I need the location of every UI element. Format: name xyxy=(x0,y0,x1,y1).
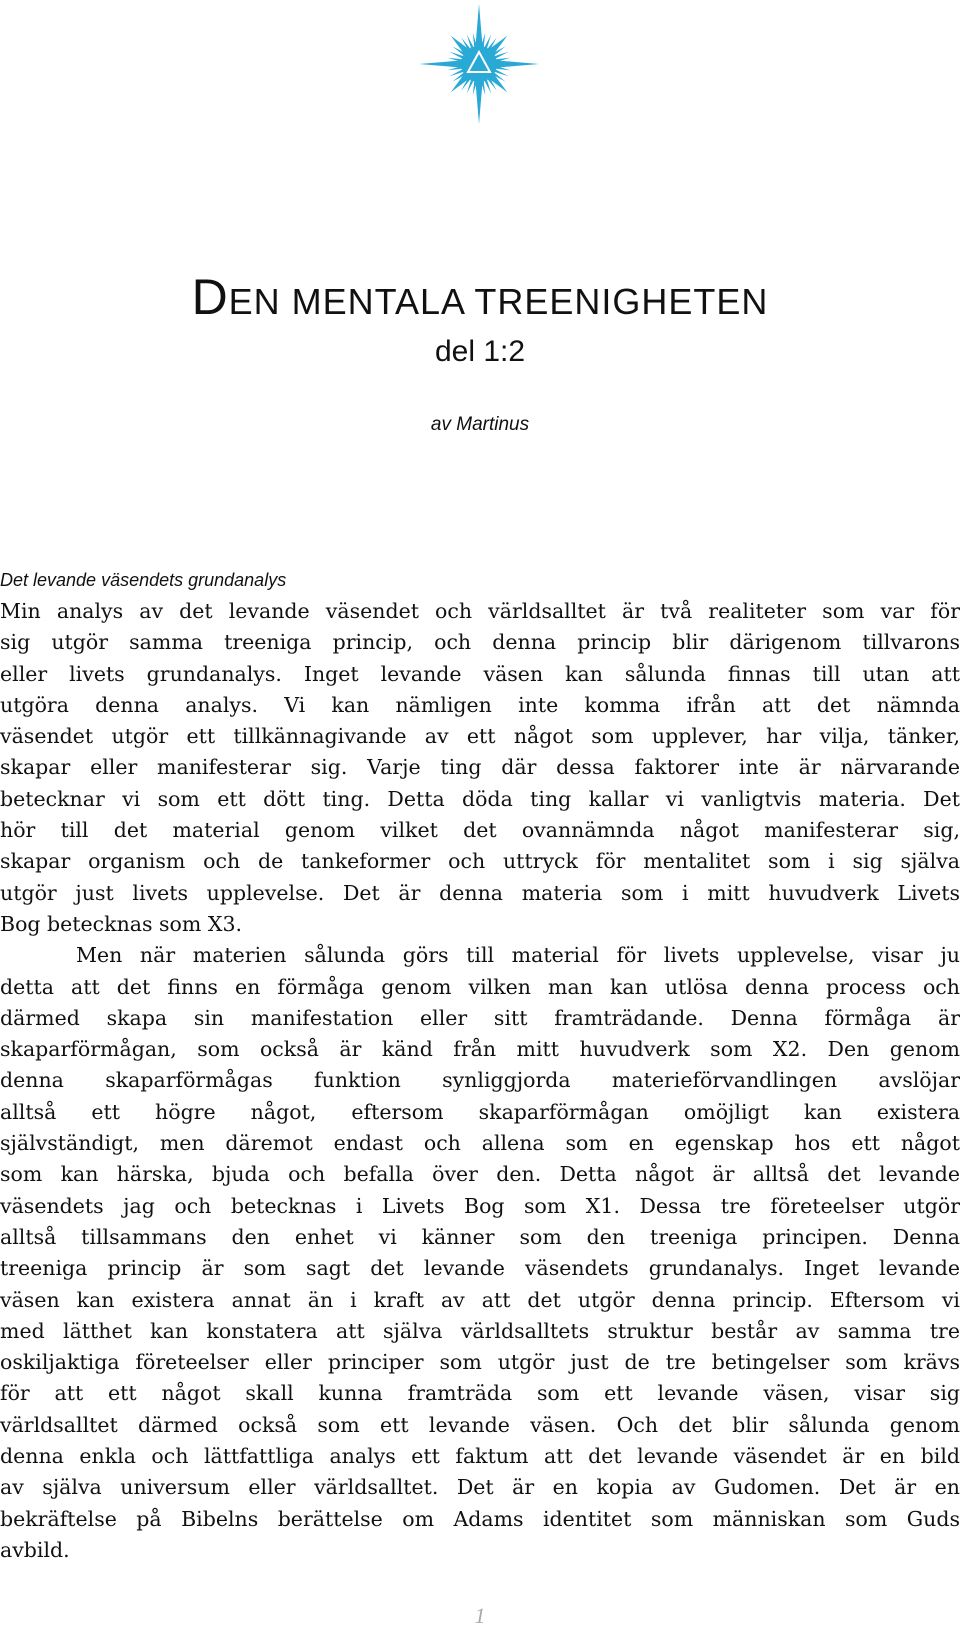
star-triangle-logo xyxy=(414,2,544,132)
body-line: väsendets jag och betecknas i Livets Bog som X1. Dessa tre företeelser utgör xyxy=(0,1193,960,1218)
title-initial: D xyxy=(191,269,229,325)
body-line: alltså tillsammans den enhet vi känner som den treeniga principen. Denna xyxy=(0,1224,960,1249)
body-line: utgör just livets upplevelse. Det är denna materia som i mitt huvudverk Livets xyxy=(0,880,960,905)
body-line: detta att det finns en förmåga genom vilken man kan utlösa denna process och xyxy=(0,974,960,999)
body-line: skapar eller manifesterar sig. Varje ting där dessa faktorer inte är närvarande xyxy=(0,755,960,780)
section-heading: Det levande väsendets grundanalys xyxy=(0,570,287,590)
body-line: alltså ett högre något, eftersom skaparförmågan omöjligt kan existera xyxy=(0,1099,960,1124)
body-line: Min analys av det levande väsendet och världsalltet är två realiteter som var för xyxy=(0,599,960,623)
title-rest: EN MENTALA TREENIGHETEN xyxy=(228,281,769,322)
body-line: Men när materien sålunda görs till material för livets upplevelse, visar ju xyxy=(76,943,960,968)
body-line: sig utgör samma treeniga princip, och denna princip blir därigenom tillvarons xyxy=(0,630,960,655)
body-line: hör till det material genom vilket det ovannämnda något manifesterar sig, xyxy=(0,818,960,843)
subtitle: del 1:2 xyxy=(434,335,526,368)
page-number: 1 xyxy=(474,1603,486,1628)
body-line: för att ett något skall kunna framträda som ett levande väsen, visar sig xyxy=(0,1381,960,1406)
body-line: Bog betecknas som X3. xyxy=(0,911,243,936)
body-line: skapar organism och de tankeformer och uttryck för mentalitet som i sig själva xyxy=(0,849,960,874)
author: av Martinus xyxy=(430,414,530,435)
body-line: världsalltet därmed också som ett levande väsen. Och det blir sålunda genom xyxy=(0,1412,960,1437)
body-line: väsendet utgör ett tillkännagivande av ett något som upplever, har vilja, tänker, xyxy=(0,724,960,749)
body-text xyxy=(0,596,960,1566)
body-line: denna enkla och lättfattliga analys ett faktum att det levande väsendet är en bild xyxy=(0,1444,960,1469)
body-line: betecknar vi som ett dött ting. Detta döda ting kallar vi vanligtvis materia. Det xyxy=(0,786,960,811)
body-line: skaparförmågan, som också är känd från mitt huvudverk som X2. Den genom xyxy=(0,1037,960,1062)
body-line: som kan härska, bjuda och befalla över den. Detta något är alltså det levande xyxy=(0,1162,960,1187)
body-line: bekräftelse på Bibelns berättelse om Adams identitet som människan som Guds xyxy=(0,1506,960,1531)
body-line: självständigt, men däremot endast och allena som en egenskap hos ett något xyxy=(0,1131,960,1156)
body-line: oskiljaktiga företeelser eller principer som utgör just de tre betingelser som krävs xyxy=(0,1350,960,1375)
body-line: treeniga princip är som sagt det levande väsendets grundanalys. Inget levande xyxy=(0,1256,960,1281)
body-line: väsen kan existera annat än i kraft av att det utgör denna princip. Eftersom vi xyxy=(0,1287,960,1312)
body-line: denna skaparförmågas funktion synliggjorda materieförvandlingen avslöjar xyxy=(0,1068,960,1093)
body-line: eller livets grundanalys. Inget levande väsen kan sålunda finnas till utan att xyxy=(0,661,960,686)
body-line: avbild. xyxy=(0,1537,70,1562)
page-title xyxy=(0,268,960,326)
body-line: därmed skapa sin manifestation eller sitt framträdande. Denna förmåga är xyxy=(0,1005,960,1030)
body-line: med lätthet kan konstatera att själva världsalltets struktur består av samma tre xyxy=(0,1318,960,1343)
body-line: av själva universum eller världsalltet. Det är en kopia av Gudomen. Det är en xyxy=(0,1475,960,1500)
body-line: utgöra denna analys. Vi kan nämligen inte komma ifrån att det nämnda xyxy=(0,692,960,717)
